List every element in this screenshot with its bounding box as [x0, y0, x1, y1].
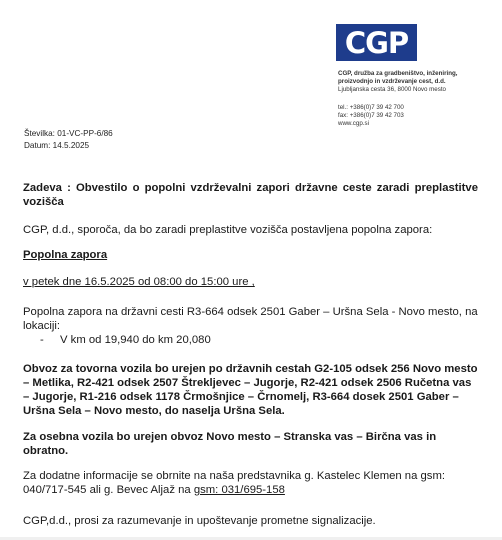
- subject-heading: Zadeva : Obvestilo o popolni vzdrževalni zapori državne ceste zaradi preplastitve vozišča: [23, 182, 478, 208]
- company-web: www.cgp.si: [338, 120, 369, 128]
- company-fax: fax: +386(0)7 39 42 703: [338, 112, 404, 120]
- document-reference: [24, 128, 113, 152]
- company-tel: tel.: +386(0)7 39 42 700: [338, 104, 404, 111]
- detour-cars: Za osebna vozila bo urejen obvoz Novo mesto – Stranska vas – Birčna vas in obratno.: [23, 431, 437, 457]
- company-name-line-1: CGP, družba za gradbeništvo, inženiring,: [338, 70, 458, 77]
- closure-title: Popolna zapora: [23, 249, 108, 261]
- closure-location: Popolna zapora na državni cesti R3-664 odsek 2501 Gaber – Uršna Sela - Novo mesto, na lokaciji:: [23, 306, 478, 332]
- company-info: [338, 70, 498, 95]
- closure-time: v petek dne 16.5.2025 od 08:00 do 15:00 ure ,: [23, 276, 255, 288]
- km-range-item: [40, 333, 211, 347]
- reference-date: Datum: 14.5.2025: [24, 141, 90, 150]
- contact-gsm: gsm: 031/695-158: [193, 484, 285, 496]
- company-contacts: [338, 104, 404, 129]
- company-address: Ljubljanska cesta 36, 8000 Novo mesto: [338, 86, 447, 94]
- closing-paragraph: CGP,d.d., prosi za razumevanje in upoštevanje prometne signalizacije.: [23, 515, 376, 527]
- km-range-text: V km od 19,940 do km 20,080: [60, 334, 211, 346]
- company-name-line-2: proizvodnjo in vzdrževanje cest, d.d.: [338, 78, 446, 86]
- contact-text: Za dodatne informacije se obrnite na naša predstavnika g. Kastelec Klemen na gsm: 040/717-545 ali g. Bevec Aljaž na: [23, 470, 445, 496]
- intro-paragraph: CGP, d.d., sporoča, da bo zaradi preplastitve vozišča postavljena popolna zapora:: [23, 224, 433, 236]
- detour-freight: Obvoz za tovorna vozila bo urejen po državnih cestah G2-105 odsek 256 Novo mesto – Metlika, R2-421 odsek 2507 Štrekljevec – Jugorje, R2-421 odsek 2506 Ručetna vas – Jugorje, R1-216 odsek 1178 Črmošnjice – Črnomelj, R3-664 dosek 2501 Gaber – Uršna Sela – Novo mesto, do naselja Uršna Sela.: [23, 363, 478, 417]
- company-logo: CGP: [336, 24, 417, 61]
- list-bullet: -: [40, 334, 44, 346]
- contact-paragraph: [23, 469, 478, 497]
- reference-number: Številka: 01-VC-PP-6/86: [24, 129, 113, 138]
